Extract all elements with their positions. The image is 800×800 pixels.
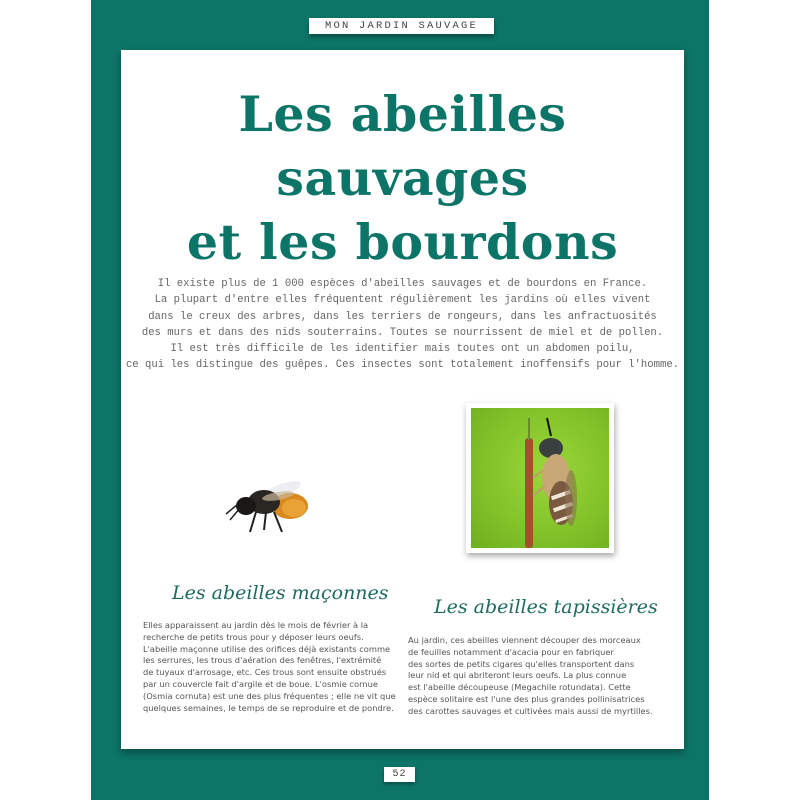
body-line: des carottes sauvages et cultivées mais aussi de myrtilles. <box>408 705 653 716</box>
intro-line: dans le creux des arbres, dans les terriers de rongeurs, dans les anfractuosités <box>148 310 657 323</box>
title-line: sauvages <box>276 149 529 207</box>
section-heading-mason-bees: Les abeilles maçonnes <box>172 582 389 604</box>
bee-on-stem-icon <box>471 408 609 548</box>
body-line: quelques semaines, le temps de se reproduire et de pondre. <box>143 702 394 713</box>
intro-line: ce qui les distingue des guêpes. Ces insectes sont totalement inoffensifs pour l'homme. <box>125 359 680 372</box>
leafcutter-bee-photo <box>466 403 614 553</box>
body-line: de tuyaux d'arrosage, etc. Ces trous sont ensuite obstrués <box>143 667 387 678</box>
intro-line: La plupart d'entre elles fréquentent régulièrement les jardins où elles vivent <box>154 294 651 307</box>
body-line: leur nid et qui abriteront leurs oeufs. La plus connue <box>408 670 627 681</box>
intro-paragraph <box>121 276 684 374</box>
photo-background <box>471 408 609 548</box>
body-line: des sortes de petits cigares qu'elles transportent dans <box>408 658 635 669</box>
title-line: et les bourdons <box>186 213 619 271</box>
body-line: (Osmia cornuta) est une des plus fréquentes ; elle ne vit que <box>143 690 396 701</box>
title-line: Les abeilles <box>238 85 567 143</box>
article-title <box>121 82 684 274</box>
intro-line: Il existe plus de 1 000 espèces d'abeilles sauvages et de bourdons en France. <box>157 278 648 290</box>
page-sheet <box>121 50 684 749</box>
body-line: Elles apparaissent au jardin dès le mois de février à la <box>143 620 369 630</box>
body-line: est l'abeille découpeuse (Megachile rotundata). Cette <box>408 682 631 693</box>
body-line: Au jardin, ces abeilles viennent découper des morceaux <box>408 635 641 645</box>
body-line: par un couvercle fait d'argile et de boue. L'osmie cornue <box>143 678 378 689</box>
section-body-leafcutter-bees <box>408 635 653 718</box>
body-line: recherche de petits trous pour y déposer leurs oeufs. <box>143 631 364 642</box>
mason-bee-photo <box>220 470 315 545</box>
intro-line: des murs et dans des nids souterrains. Toutes se nourrissent de miel et de pollen. <box>141 326 664 339</box>
body-line: espèce solitaire est l'une des plus grandes pollinisatrices <box>408 693 645 704</box>
mason-bee-icon <box>220 470 315 545</box>
section-body-mason-bees <box>143 620 396 714</box>
body-line: L'abeille maçonne utilise des orifices déjà existants comme <box>143 643 391 654</box>
page-number: 52 <box>384 767 415 782</box>
body-line: de feuilles notamment d'acacia pour en fabriquer <box>408 646 614 657</box>
intro-line: Il est très difficile de les identifier mais toutes ont un abdomen poilu, <box>170 343 635 356</box>
body-line: les serrures, les trous d'aération des fenêtres, l'extrémité <box>143 655 382 666</box>
section-heading-leafcutter-bees: Les abeilles tapissières <box>434 596 658 618</box>
section-label: MON JARDIN SAUVAGE <box>309 18 494 34</box>
